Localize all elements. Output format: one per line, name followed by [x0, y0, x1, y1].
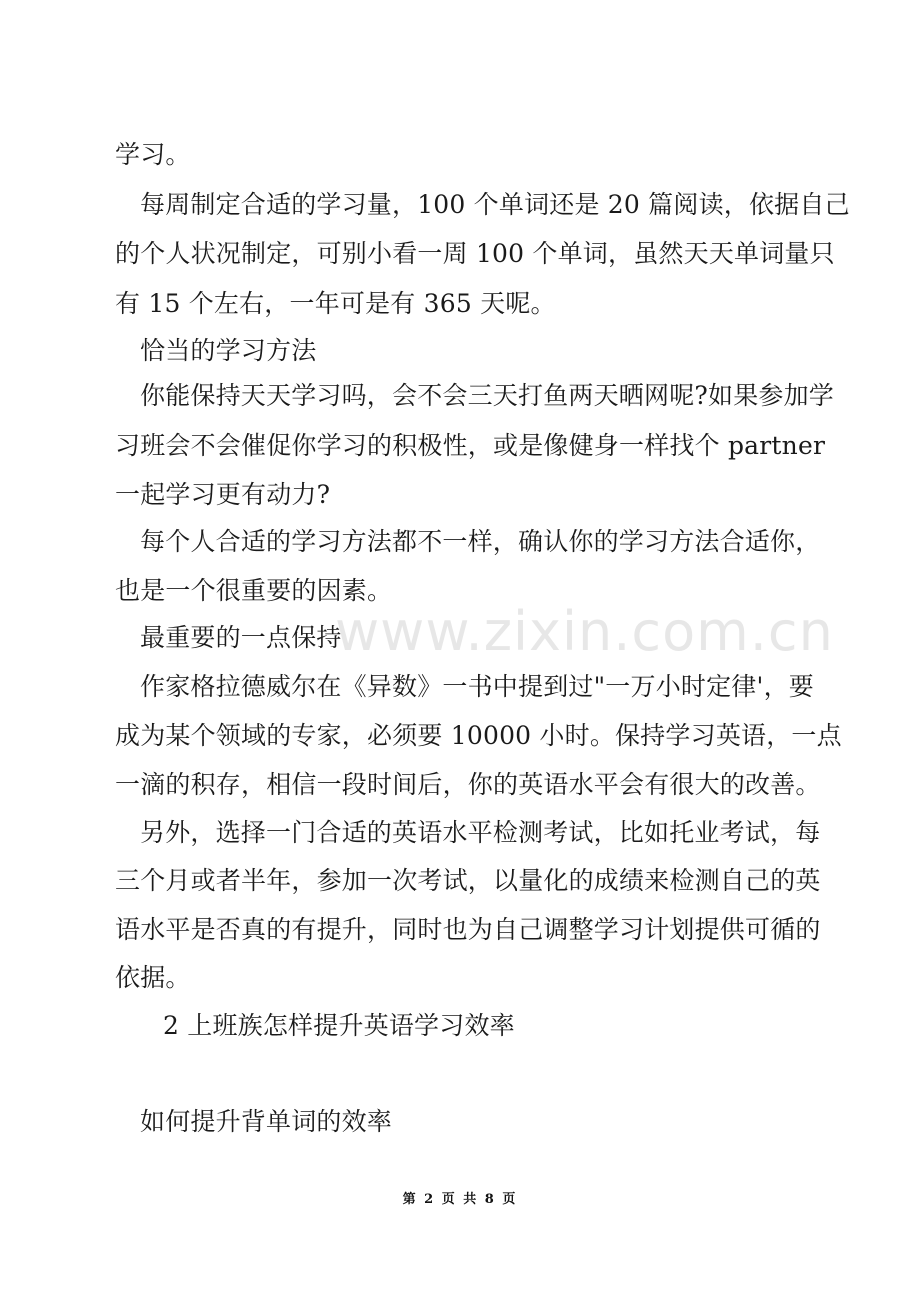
section-heading: 最重要的一点保持: [140, 623, 342, 652]
paragraph-line: 每个人合适的学习方法都不一样，确认你的学习方法合适你，: [140, 527, 821, 556]
paragraph-line: 一滴的积存，相信一段时间后，你的英语水平会有很大的改善。: [115, 770, 821, 799]
paragraph-line: 的个人状况制定，可别小看一周 100 个单词，虽然天天单词量只: [115, 239, 835, 268]
section-heading: 如何提升背单词的效率: [140, 1107, 393, 1136]
paragraph-line: 另外，选择一门合适的英语水平检测考试，比如托业考试，每: [140, 818, 821, 847]
paragraph-line: 作家格拉德威尔在《异数》一书中提到过"一万小时定律'，要: [140, 672, 814, 701]
paragraph-line: 三个月或者半年，参加一次考试，以量化的成绩来检测自己的英: [115, 866, 821, 895]
section-title: 2 上班族怎样提升英语学习效率: [163, 1011, 515, 1040]
paragraph-line: 语水平是否真的有提升，同时也为自己调整学习计划提供可循的: [115, 915, 821, 944]
page-number-footer: 第 2 页 共 8 页: [402, 1192, 518, 1207]
paragraph-line: 学习。: [115, 140, 191, 169]
paragraph-line: 也是一个很重要的因素。: [115, 576, 393, 605]
section-heading: 恰当的学习方法: [140, 336, 317, 365]
paragraph-line: 一起学习更有动力?: [115, 480, 331, 509]
paragraph-line: 每周制定合适的学习量，100 个单词还是 20 篇阅读，依据自己: [140, 190, 850, 219]
paragraph-line: 依据。: [115, 963, 191, 992]
paragraph-line: 你能保持天天学习吗，会不会三天打鱼两天晒网呢?如果参加学: [140, 381, 835, 410]
watermark: www.zixin.com.cn: [335, 600, 834, 663]
paragraph-line: 成为某个领域的专家，必须要 10000 小时。保持学习英语，一点: [115, 721, 842, 750]
paragraph-line: 有 15 个左右，一年可是有 365 天呢。: [115, 289, 556, 318]
paragraph-line: 习班会不会催促你学习的积极性，或是像健身一样找个 partner: [115, 431, 826, 460]
